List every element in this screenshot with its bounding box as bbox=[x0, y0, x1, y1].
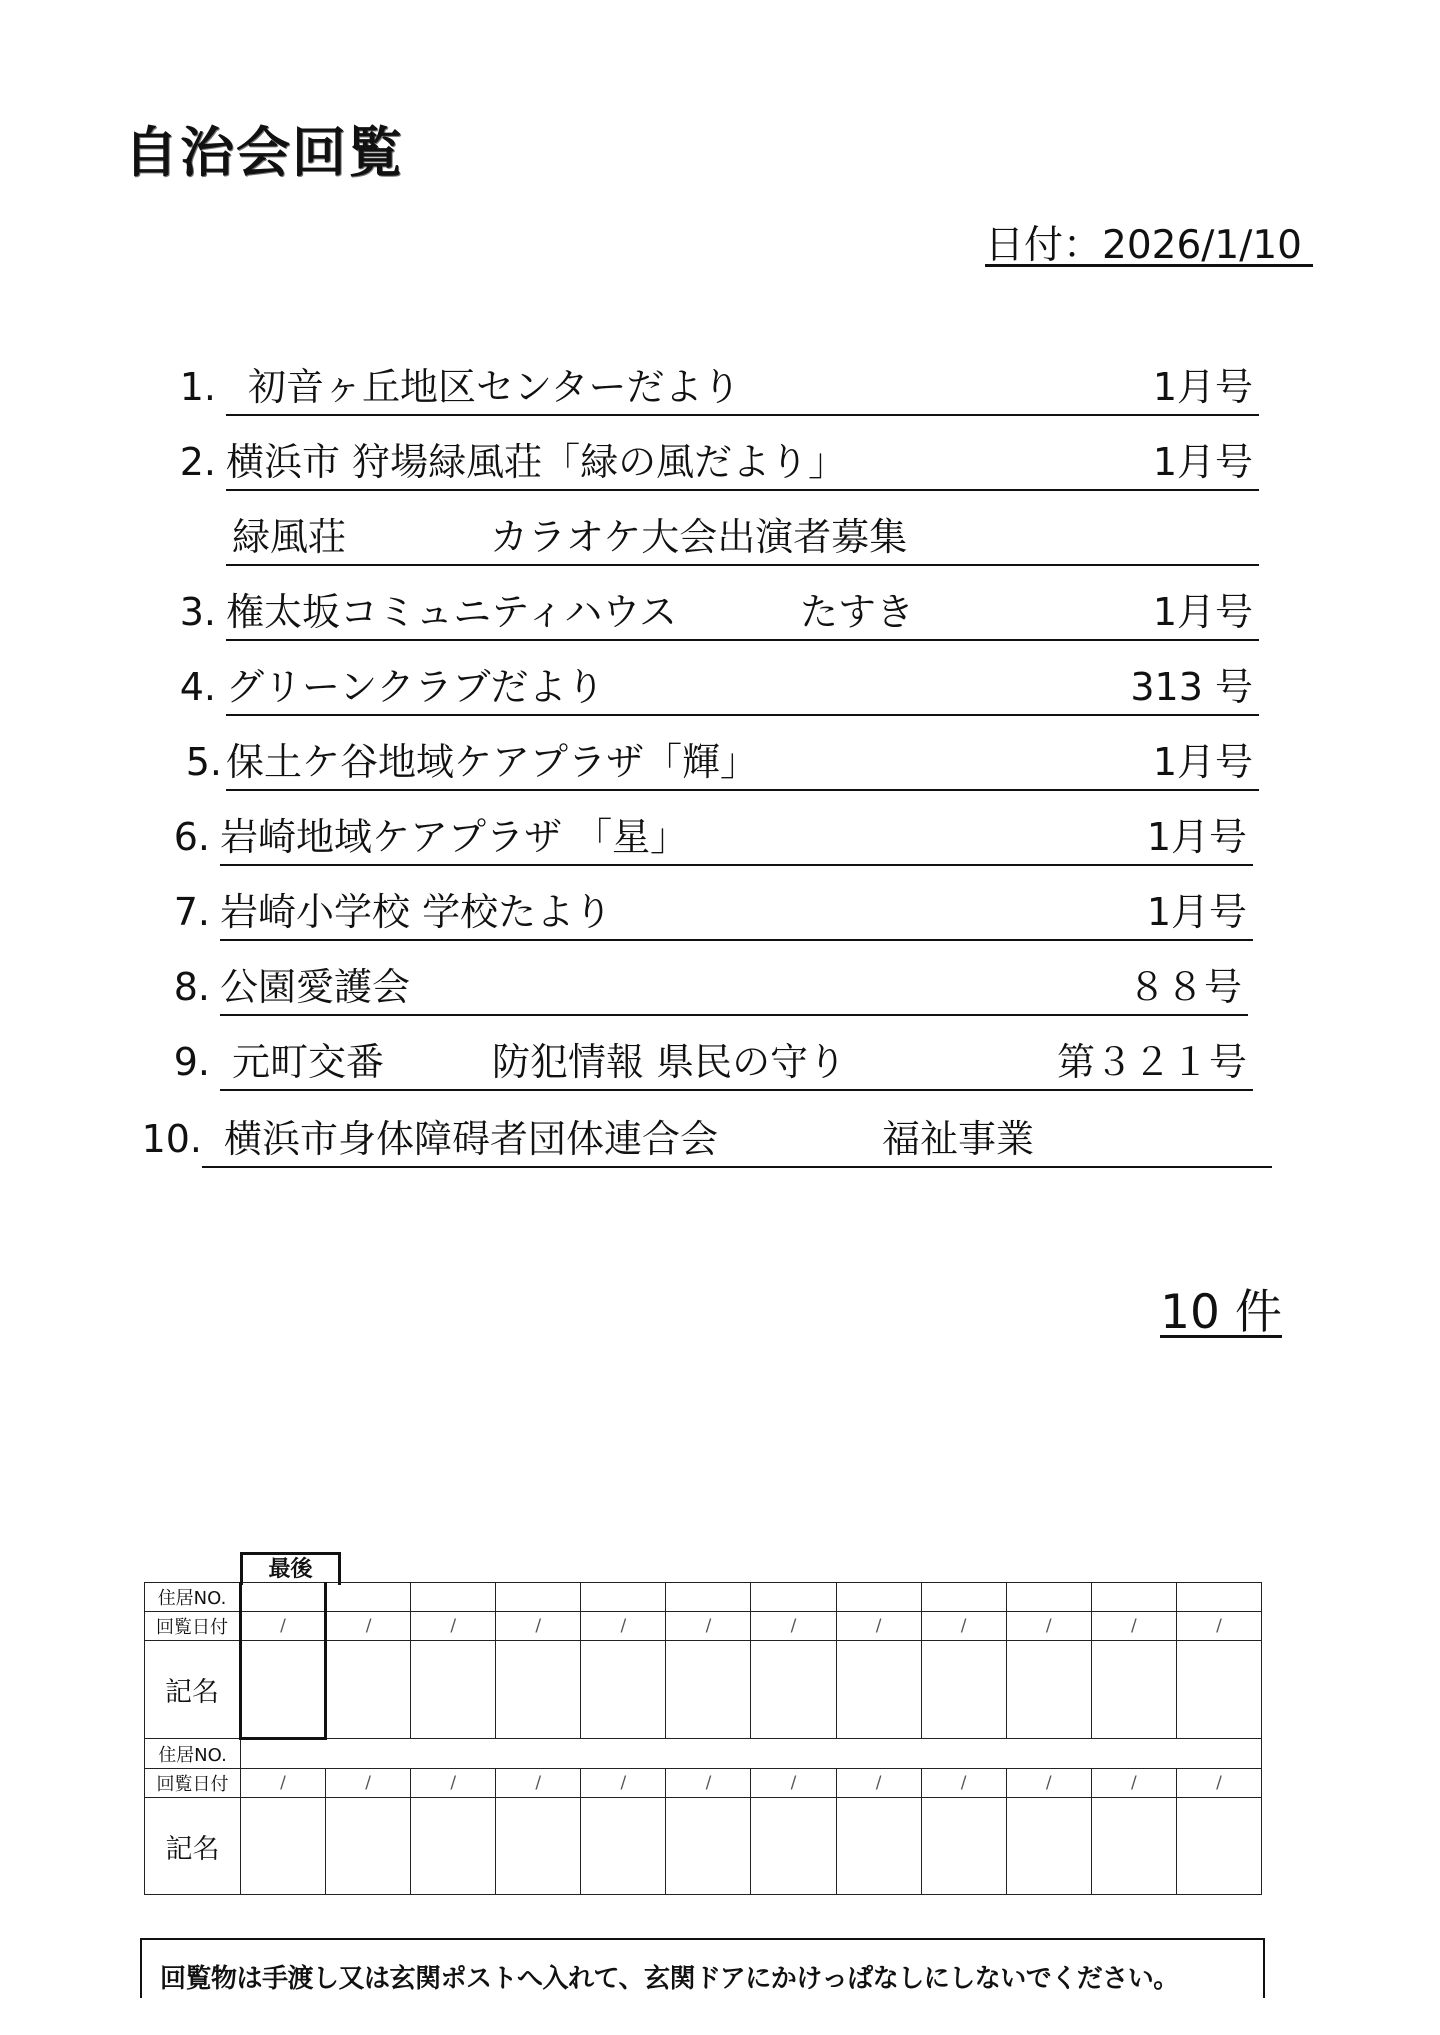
signature-cell[interactable] bbox=[496, 1798, 581, 1895]
date-cell[interactable]: / bbox=[1091, 1769, 1176, 1798]
signature-cell[interactable] bbox=[921, 1641, 1006, 1739]
date-cell[interactable]: / bbox=[241, 1769, 326, 1798]
signature-cell[interactable] bbox=[581, 1641, 666, 1739]
table-row bbox=[145, 1739, 1262, 1769]
address-cell[interactable] bbox=[666, 1583, 751, 1612]
item-name: グリーンクラブだより bbox=[226, 665, 605, 709]
last-household-label: 最後 bbox=[240, 1552, 341, 1585]
date-cell[interactable]: / bbox=[666, 1769, 751, 1798]
date-cell[interactable]: / bbox=[496, 1612, 581, 1641]
date-cell[interactable]: / bbox=[411, 1769, 496, 1798]
signature-cell[interactable] bbox=[411, 1798, 496, 1895]
page-title: 自治会回覧 bbox=[124, 121, 404, 184]
address-cell[interactable] bbox=[1176, 1583, 1261, 1612]
signature-cell[interactable] bbox=[1006, 1641, 1091, 1739]
signature-cell[interactable] bbox=[326, 1641, 411, 1739]
date-cell[interactable]: / bbox=[1176, 1769, 1261, 1798]
item-issue: ８８号 bbox=[1127, 965, 1242, 1009]
table-row bbox=[145, 1583, 1262, 1612]
date-cell[interactable]: / bbox=[751, 1612, 836, 1641]
item-number: 9. bbox=[173, 1040, 210, 1084]
signature-label: 記名 bbox=[145, 1798, 241, 1895]
item-number: 6. bbox=[173, 815, 210, 859]
table-row bbox=[145, 1641, 1262, 1739]
item-number: 4. bbox=[179, 665, 216, 709]
underline bbox=[220, 864, 1253, 866]
address-cell[interactable] bbox=[326, 1583, 411, 1612]
list-item bbox=[179, 362, 1259, 412]
signature-cell[interactable] bbox=[496, 1641, 581, 1739]
item-number: 7. bbox=[173, 890, 210, 934]
underline bbox=[220, 939, 1253, 941]
signature-cell[interactable] bbox=[1091, 1641, 1176, 1739]
list-item bbox=[141, 1114, 1272, 1164]
item-detail: 防犯情報 県民の守り bbox=[492, 1040, 847, 1084]
list-item bbox=[179, 437, 1259, 487]
date-cell[interactable]: / bbox=[1006, 1769, 1091, 1798]
item-name: 公園愛護会 bbox=[220, 965, 411, 1009]
underline bbox=[226, 789, 1259, 791]
item-number: 3. bbox=[179, 590, 216, 634]
date-cell[interactable]: / bbox=[411, 1612, 496, 1641]
date-cell[interactable]: / bbox=[496, 1769, 581, 1798]
item-name: 保土ケ谷地域ケアプラザ「輝」 bbox=[226, 740, 759, 784]
signature-cell[interactable] bbox=[1091, 1798, 1176, 1895]
underline bbox=[226, 414, 1259, 416]
item-name: 権太坂コミュニティハウス bbox=[226, 590, 678, 634]
underline bbox=[226, 714, 1259, 716]
item-issue: 313 号 bbox=[1130, 665, 1253, 709]
date-cell[interactable]: / bbox=[1006, 1612, 1091, 1641]
list-item bbox=[185, 737, 1259, 787]
signature-cell[interactable] bbox=[1176, 1798, 1261, 1895]
item-name: 初音ヶ丘地区センターだより bbox=[248, 365, 741, 409]
address-cell[interactable] bbox=[1006, 1583, 1091, 1612]
list-item bbox=[173, 887, 1253, 937]
item-name: 横浜市身体障碍者団体連合会 bbox=[224, 1117, 719, 1161]
underline bbox=[202, 1166, 1272, 1168]
underline bbox=[226, 564, 1259, 566]
item-number: 5. bbox=[185, 740, 222, 784]
item-issue: 1月号 bbox=[1146, 815, 1247, 859]
date-label: 回覧日付 bbox=[145, 1769, 241, 1798]
item-number: 8. bbox=[173, 965, 210, 1009]
address-cell[interactable] bbox=[241, 1739, 1262, 1769]
underline bbox=[220, 1014, 1248, 1016]
item-issue: 第３２１号 bbox=[1056, 1040, 1247, 1084]
address-label: 住居NO. bbox=[145, 1583, 241, 1612]
list-item bbox=[173, 1037, 1253, 1087]
item-detail: 福祉事業 bbox=[882, 1117, 1035, 1161]
circulation-notice: 回覧物は手渡し又は玄関ポストへ入れて、玄関ドアにかけっぱなしにしないでください。 bbox=[140, 1938, 1265, 1998]
date-cell[interactable]: / bbox=[326, 1612, 411, 1641]
table-row bbox=[145, 1798, 1262, 1895]
date-cell[interactable]: / bbox=[326, 1769, 411, 1798]
address-cell[interactable] bbox=[581, 1583, 666, 1612]
address-cell[interactable] bbox=[411, 1583, 496, 1612]
signature-cell[interactable] bbox=[666, 1798, 751, 1895]
item-count: 10 件 bbox=[1160, 1275, 1282, 1338]
signature-cell[interactable] bbox=[241, 1798, 326, 1895]
list-item bbox=[179, 662, 1259, 712]
item-number: 10. bbox=[141, 1117, 202, 1161]
date-label: 回覧日付 bbox=[145, 1612, 241, 1641]
address-cell[interactable] bbox=[241, 1583, 326, 1612]
item-name: 岩崎地域ケアプラザ 「星」 bbox=[220, 815, 689, 859]
signature-cell[interactable] bbox=[581, 1798, 666, 1895]
signature-cell[interactable] bbox=[751, 1798, 836, 1895]
signature-cell[interactable] bbox=[751, 1641, 836, 1739]
item-issue: 1月号 bbox=[1152, 365, 1253, 409]
address-label: 住居NO. bbox=[145, 1739, 241, 1769]
date-cell[interactable]: / bbox=[241, 1612, 326, 1641]
list-item bbox=[173, 812, 1253, 862]
item-issue: 1月号 bbox=[1152, 740, 1253, 784]
address-cell[interactable] bbox=[751, 1583, 836, 1612]
list-item bbox=[173, 962, 1248, 1012]
date-cell[interactable]: / bbox=[1176, 1612, 1261, 1641]
circulation-table bbox=[144, 1582, 1262, 1895]
date-cell[interactable]: / bbox=[581, 1769, 666, 1798]
signature-cell[interactable] bbox=[921, 1798, 1006, 1895]
underline bbox=[226, 489, 1259, 491]
item-detail: カラオケ大会出演者募集 bbox=[490, 515, 908, 559]
signature-cell[interactable] bbox=[1176, 1641, 1261, 1739]
address-cell[interactable] bbox=[496, 1583, 581, 1612]
date-cell[interactable]: / bbox=[1091, 1612, 1176, 1641]
date-cell[interactable]: / bbox=[836, 1612, 921, 1641]
signature-cell[interactable] bbox=[326, 1798, 411, 1895]
address-cell[interactable] bbox=[836, 1583, 921, 1612]
item-name: 緑風荘 bbox=[232, 515, 347, 559]
underline bbox=[220, 1089, 1253, 1091]
list-item bbox=[179, 587, 1259, 637]
item-name: 岩崎小学校 学校たより bbox=[220, 890, 613, 934]
address-cell[interactable] bbox=[1091, 1583, 1176, 1612]
item-name: 元町交番 bbox=[232, 1040, 385, 1084]
item-number: 1. bbox=[179, 365, 216, 409]
signature-cell[interactable] bbox=[1006, 1798, 1091, 1895]
table-row bbox=[145, 1612, 1262, 1641]
item-number: 2. bbox=[179, 440, 216, 484]
item-issue: 1月号 bbox=[1146, 890, 1247, 934]
signature-cell[interactable] bbox=[666, 1641, 751, 1739]
underline bbox=[226, 639, 1259, 641]
item-detail: たすき bbox=[800, 590, 915, 634]
signature-cell[interactable] bbox=[836, 1641, 921, 1739]
item-issue: 1月号 bbox=[1152, 440, 1253, 484]
item-name: 横浜市 狩場緑風荘「緑の風だより」 bbox=[226, 440, 847, 484]
date-cell[interactable]: / bbox=[921, 1612, 1006, 1641]
date-cell[interactable]: / bbox=[666, 1612, 751, 1641]
table-row bbox=[145, 1769, 1262, 1798]
date-cell[interactable]: / bbox=[836, 1769, 921, 1798]
list-item-sub bbox=[226, 512, 1259, 562]
signature-cell[interactable] bbox=[241, 1641, 326, 1739]
signature-label: 記名 bbox=[145, 1641, 241, 1739]
item-issue: 1月号 bbox=[1152, 590, 1253, 634]
circular-date: 日付：2026/1/10 bbox=[985, 214, 1313, 267]
date-cell[interactable]: / bbox=[581, 1612, 666, 1641]
address-cell[interactable] bbox=[921, 1583, 1006, 1612]
signature-cell[interactable] bbox=[836, 1798, 921, 1895]
signature-cell[interactable] bbox=[411, 1641, 496, 1739]
date-cell[interactable]: / bbox=[921, 1769, 1006, 1798]
date-cell[interactable]: / bbox=[751, 1769, 836, 1798]
